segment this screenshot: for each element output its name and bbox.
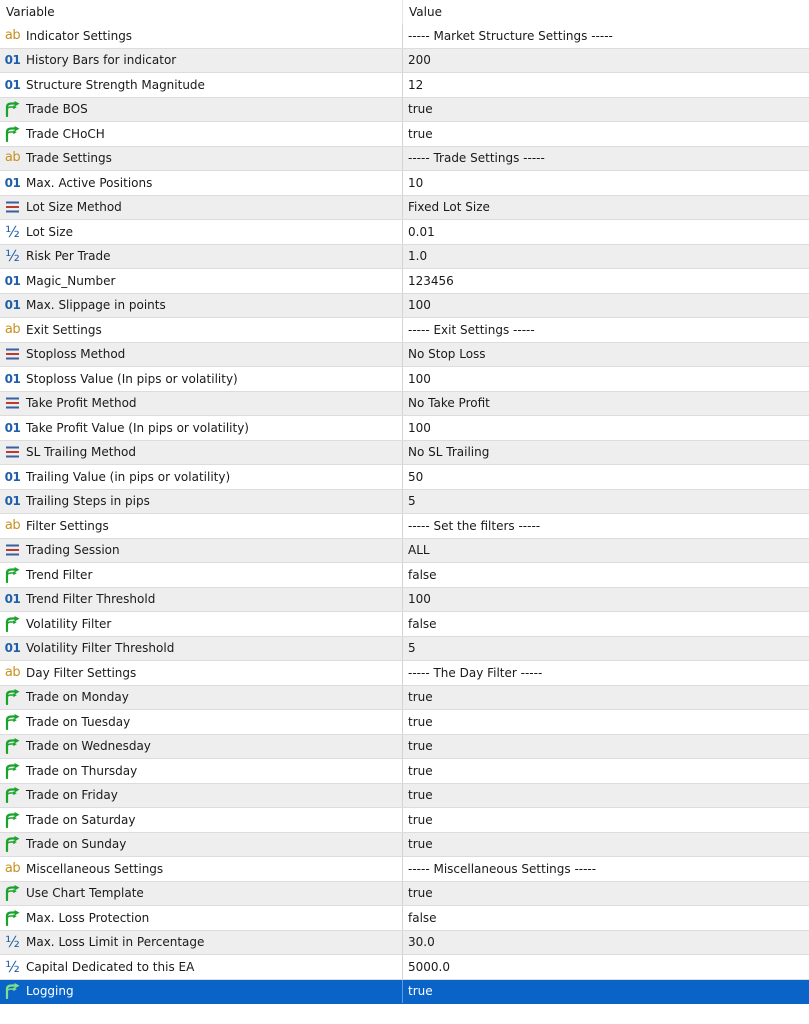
integer-icon: 01	[4, 592, 21, 607]
string-icon: ab	[4, 664, 21, 680]
variable-name: Trade on Friday	[26, 788, 118, 803]
table-row[interactable]	[0, 343, 809, 368]
table-row[interactable]	[0, 759, 809, 784]
enum-icon	[4, 395, 21, 411]
table-row[interactable]	[0, 588, 809, 613]
variable-name: Trade on Monday	[26, 690, 129, 705]
variable-name: Capital Dedicated to this EA	[26, 959, 195, 974]
variable-name: Magic_Number	[26, 273, 116, 288]
value-cell[interactable]: 1.0	[408, 249, 428, 264]
table-row[interactable]	[0, 980, 809, 1005]
integer-icon: 01	[4, 298, 21, 313]
variable-cell[interactable]	[0, 784, 403, 808]
string-icon: ab	[4, 150, 21, 166]
variable-name: Trade Settings	[26, 151, 112, 166]
double-icon: ½	[5, 247, 20, 266]
boolean-icon	[4, 812, 21, 828]
variable-cell[interactable]	[0, 906, 403, 930]
value-cell[interactable]: No SL Trailing	[408, 445, 490, 460]
table-row[interactable]	[0, 612, 809, 637]
value-cell[interactable]: ----- Exit Settings -----	[408, 322, 535, 337]
value-cell[interactable]: true	[408, 102, 433, 117]
integer-icon: 01	[4, 273, 21, 288]
variable-cell[interactable]	[0, 857, 403, 881]
table-row[interactable]	[0, 465, 809, 490]
enum-icon	[4, 444, 21, 460]
variable-cell[interactable]	[0, 49, 403, 73]
variable-name: Trade on Sunday	[26, 837, 127, 852]
value-cell[interactable]: true	[408, 812, 433, 827]
boolean-icon	[4, 616, 21, 632]
variable-name: Max. Slippage in points	[26, 298, 166, 313]
table-row[interactable]	[0, 98, 809, 123]
variable-name: Trade on Tuesday	[26, 714, 131, 729]
value-cell[interactable]: false	[408, 910, 437, 925]
variable-cell[interactable]	[0, 269, 403, 293]
boolean-icon	[4, 738, 21, 754]
table-row[interactable]	[0, 196, 809, 221]
value-cell[interactable]: false	[408, 616, 437, 631]
table-row[interactable]	[0, 318, 809, 343]
value-cell[interactable]: true	[408, 763, 433, 778]
value-cell[interactable]: 30.0	[408, 935, 435, 950]
variable-cell[interactable]	[0, 980, 403, 1004]
variable-cell[interactable]	[0, 955, 403, 979]
value-cell[interactable]: No Stop Loss	[408, 347, 486, 362]
table-row[interactable]	[0, 686, 809, 711]
table-row[interactable]	[0, 857, 809, 882]
value-cell[interactable]: 100	[408, 592, 431, 607]
table-row[interactable]	[0, 637, 809, 662]
table-row[interactable]	[0, 269, 809, 294]
variable-name: Take Profit Method	[26, 396, 137, 411]
variable-cell[interactable]	[0, 294, 403, 318]
table-row[interactable]	[0, 73, 809, 98]
variable-cell[interactable]	[0, 392, 403, 416]
variable-name: Volatility Filter	[26, 616, 112, 631]
column-header-variable[interactable]: Variable	[0, 0, 403, 24]
variable-name: Use Chart Template	[26, 886, 144, 901]
value-cell[interactable]: true	[408, 739, 433, 754]
variable-name: Trade CHoCH	[26, 126, 105, 141]
table-row[interactable]	[0, 661, 809, 686]
variable-cell[interactable]	[0, 465, 403, 489]
boolean-icon	[4, 885, 21, 901]
variable-name: Trend Filter Threshold	[26, 592, 156, 607]
variable-name: Max. Loss Protection	[26, 910, 150, 925]
variable-name: SL Trailing Method	[26, 445, 137, 460]
variable-name: Take Profit Value (In pips or volatility)	[26, 420, 249, 435]
variable-name: Structure Strength Magnitude	[26, 77, 205, 92]
integer-icon: 01	[4, 371, 21, 386]
boolean-icon	[4, 836, 21, 852]
string-icon: ab	[4, 517, 21, 533]
table-row[interactable]	[0, 24, 809, 49]
value-cell[interactable]: 200	[408, 53, 431, 68]
variable-cell[interactable]	[0, 539, 403, 563]
table-row[interactable]	[0, 882, 809, 907]
variable-name: Trailing Value (in pips or volatility)	[26, 469, 231, 484]
variable-name: Trade on Wednesday	[26, 739, 151, 754]
boolean-icon	[4, 763, 21, 779]
value-cell[interactable]: true	[408, 886, 433, 901]
variable-cell[interactable]	[0, 759, 403, 783]
variable-name: Exit Settings	[26, 322, 102, 337]
variable-cell[interactable]	[0, 612, 403, 636]
variable-name: Volatility Filter Threshold	[26, 641, 175, 656]
table-row[interactable]	[0, 441, 809, 466]
value-cell[interactable]: true	[408, 690, 433, 705]
boolean-icon	[4, 101, 21, 117]
value-cell[interactable]: 123456	[408, 273, 454, 288]
table-row[interactable]	[0, 294, 809, 319]
variable-name: Indicator Settings	[26, 28, 133, 43]
value-cell[interactable]: true	[408, 788, 433, 803]
variable-name: Filter Settings	[26, 518, 109, 533]
value-cell[interactable]: No Take Profit	[408, 396, 490, 411]
value-cell[interactable]: 5	[408, 494, 416, 509]
boolean-icon	[4, 910, 21, 926]
table-row[interactable]	[0, 735, 809, 760]
variable-cell[interactable]	[0, 514, 403, 538]
variable-name: Trade BOS	[26, 102, 88, 117]
variable-cell[interactable]	[0, 171, 403, 195]
variable-name: Day Filter Settings	[26, 665, 137, 680]
table-row[interactable]	[0, 563, 809, 588]
variable-name: Trend Filter	[26, 567, 93, 582]
double-icon: ½	[5, 222, 20, 241]
value-cell[interactable]: true	[408, 714, 433, 729]
table-row[interactable]	[0, 49, 809, 74]
variable-cell[interactable]	[0, 686, 403, 710]
table-row[interactable]	[0, 416, 809, 441]
value-cell[interactable]: 50	[408, 469, 424, 484]
variable-name: Lot Size Method	[26, 200, 122, 215]
variable-cell[interactable]	[0, 343, 403, 367]
value-cell[interactable]: 100	[408, 420, 431, 435]
table-row[interactable]	[0, 490, 809, 515]
variable-name: Trailing Steps in pips	[26, 494, 150, 509]
value-cell[interactable]: 12	[408, 77, 424, 92]
variable-name: Stoploss Method	[26, 347, 126, 362]
value-cell[interactable]: 0.01	[408, 224, 435, 239]
variable-name: Max. Loss Limit in Percentage	[26, 935, 205, 950]
value-cell[interactable]: ----- The Day Filter -----	[408, 665, 543, 680]
value-cell[interactable]: ALL	[408, 543, 430, 558]
table-row[interactable]	[0, 955, 809, 980]
variable-name: Trade on Saturday	[26, 812, 136, 827]
table-row[interactable]	[0, 710, 809, 735]
boolean-icon	[4, 126, 21, 142]
value-cell[interactable]: ----- Set the filters -----	[408, 518, 541, 533]
variable-cell[interactable]	[0, 220, 403, 244]
integer-icon: 01	[4, 494, 21, 509]
string-icon: ab	[4, 860, 21, 876]
enum-icon	[4, 542, 21, 558]
value-cell[interactable]: 100	[408, 298, 431, 313]
integer-icon: 01	[4, 77, 21, 92]
boolean-icon	[4, 714, 21, 730]
value-cell[interactable]: 5000.0	[408, 959, 450, 974]
variable-name: Trading Session	[26, 543, 120, 558]
variable-cell[interactable]	[0, 735, 403, 759]
table-row[interactable]	[0, 367, 809, 392]
value-cell[interactable]: ----- Trade Settings -----	[408, 151, 545, 166]
boolean-icon	[4, 787, 21, 803]
variable-cell[interactable]	[0, 808, 403, 832]
variable-cell[interactable]	[0, 73, 403, 97]
variable-name: Logging	[26, 984, 74, 999]
column-header-value[interactable]: Value	[409, 5, 442, 19]
value-cell[interactable]: true	[408, 126, 433, 141]
table-row[interactable]	[0, 220, 809, 245]
variable-cell[interactable]	[0, 931, 403, 955]
grid-header	[0, 0, 809, 24]
string-icon: ab	[4, 27, 21, 43]
grid-body	[0, 24, 809, 1004]
variable-name: Risk Per Trade	[26, 249, 111, 264]
enum-icon	[4, 199, 21, 215]
variable-cell[interactable]	[0, 441, 403, 465]
variable-name: Stoploss Value (In pips or volatility)	[26, 371, 238, 386]
double-icon: ½	[5, 933, 20, 952]
variable-cell[interactable]	[0, 147, 403, 171]
value-cell[interactable]: Fixed Lot Size	[408, 200, 490, 215]
integer-icon: 01	[4, 420, 21, 435]
variable-cell[interactable]	[0, 122, 403, 146]
value-cell[interactable]: false	[408, 567, 437, 582]
variable-cell[interactable]	[0, 661, 403, 685]
value-cell[interactable]: 5	[408, 641, 416, 656]
variable-name: Miscellaneous Settings	[26, 861, 164, 876]
value-cell[interactable]: ----- Market Structure Settings -----	[408, 28, 613, 43]
integer-icon: 01	[4, 53, 21, 68]
value-cell[interactable]: 100	[408, 371, 431, 386]
table-row[interactable]	[0, 171, 809, 196]
variable-name: Max. Active Positions	[26, 175, 153, 190]
variable-cell[interactable]	[0, 318, 403, 342]
table-row[interactable]	[0, 784, 809, 809]
value-cell[interactable]: true	[408, 984, 433, 999]
integer-icon: 01	[4, 175, 21, 190]
variable-cell[interactable]	[0, 416, 403, 440]
variable-name: Trade on Thursday	[26, 763, 138, 778]
table-row[interactable]	[0, 122, 809, 147]
enum-icon	[4, 346, 21, 362]
table-row[interactable]	[0, 392, 809, 417]
variable-name: Lot Size	[26, 224, 73, 239]
variable-cell[interactable]	[0, 98, 403, 122]
variable-cell[interactable]	[0, 563, 403, 587]
variable-cell[interactable]	[0, 196, 403, 220]
value-cell[interactable]: true	[408, 837, 433, 852]
boolean-icon	[4, 567, 21, 583]
variable-cell[interactable]	[0, 833, 403, 857]
table-row[interactable]	[0, 906, 809, 931]
variable-cell[interactable]	[0, 367, 403, 391]
table-row[interactable]	[0, 147, 809, 172]
variable-cell[interactable]	[0, 24, 403, 48]
variable-cell[interactable]	[0, 588, 403, 612]
string-icon: ab	[4, 321, 21, 337]
variable-cell[interactable]	[0, 882, 403, 906]
boolean-icon	[4, 689, 21, 705]
double-icon: ½	[5, 957, 20, 976]
value-cell[interactable]: ----- Miscellaneous Settings -----	[408, 861, 597, 876]
table-row[interactable]	[0, 808, 809, 833]
boolean-icon	[4, 983, 21, 999]
table-row[interactable]	[0, 245, 809, 270]
table-row[interactable]	[0, 514, 809, 539]
value-cell[interactable]: 10	[408, 175, 424, 190]
integer-icon: 01	[4, 641, 21, 656]
integer-icon: 01	[4, 469, 21, 484]
variable-cell[interactable]	[0, 710, 403, 734]
variable-cell[interactable]	[0, 637, 403, 661]
table-row[interactable]	[0, 833, 809, 858]
variable-cell[interactable]	[0, 245, 403, 269]
table-row[interactable]	[0, 539, 809, 564]
variable-name: History Bars for indicator	[26, 53, 177, 68]
variable-cell[interactable]	[0, 490, 403, 514]
table-row[interactable]	[0, 931, 809, 956]
